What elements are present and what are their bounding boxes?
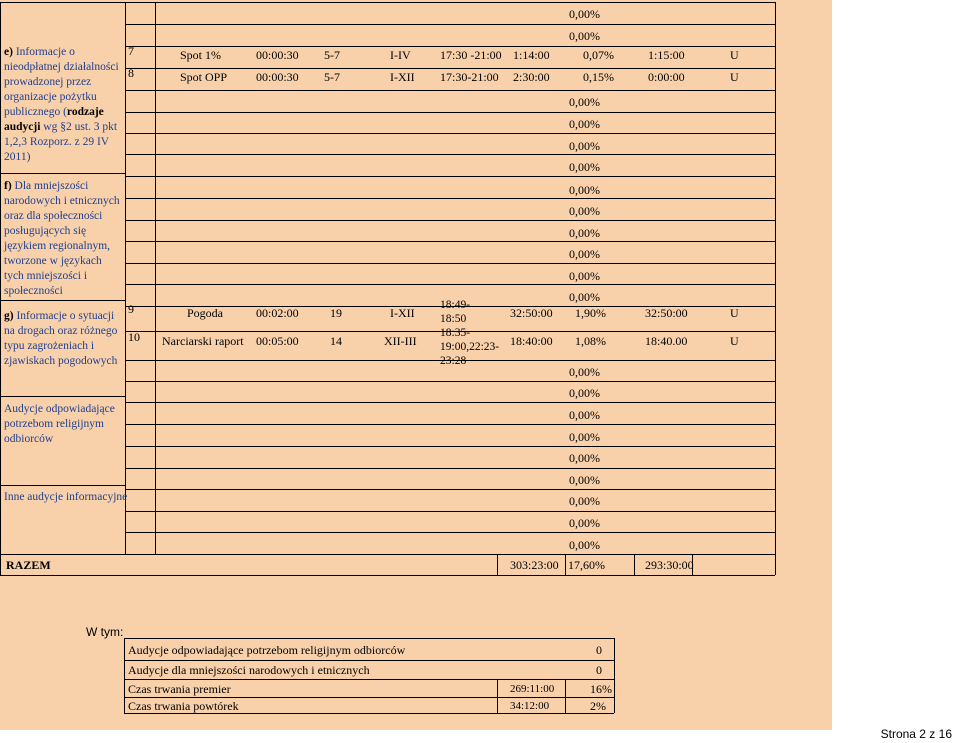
grid-line <box>634 554 635 575</box>
razem-total: 303:23:00 <box>510 558 559 572</box>
razem-premiere: 293:30:00 <box>645 558 694 572</box>
percent-cell: 0,00% <box>569 538 600 552</box>
row-months: XII-III <box>384 334 417 348</box>
percent-cell: 0,00% <box>569 430 600 444</box>
row-pct: 1,90% <box>575 306 606 320</box>
grid-line <box>0 554 1 575</box>
percent-cell: 0,00% <box>569 183 600 197</box>
wtym-row-label: Czas trwania premier <box>128 682 231 696</box>
grid-line <box>125 241 775 242</box>
grid-line <box>0 2 125 3</box>
grid-line <box>125 2 775 3</box>
row-duration: 00:02:00 <box>256 306 299 320</box>
grid-line <box>124 638 125 713</box>
grid-line <box>124 660 614 661</box>
razem-pct: 17,60% <box>568 558 605 572</box>
grid-line <box>125 112 775 113</box>
grid-line <box>125 68 775 69</box>
row-name: Spot OPP <box>180 70 228 84</box>
row-duration: 00:00:30 <box>256 48 299 62</box>
grid-line <box>614 638 615 713</box>
percent-cell: 0,00% <box>569 473 600 487</box>
wtym-row-value: 0 <box>596 643 602 657</box>
row-hours: 17:30 -21:00 <box>440 48 502 62</box>
row-premiere: 1:15:00 <box>648 48 685 62</box>
row-hours: 17:30-21:00 <box>440 70 499 84</box>
grid-line <box>565 679 566 713</box>
row-name: Narciarski raport <box>162 334 244 348</box>
row-presentations: 5-7 <box>324 70 340 84</box>
row-u: U <box>730 306 739 320</box>
row-hours: 18:49-18:50 <box>440 299 471 325</box>
grid-line <box>125 24 775 25</box>
grid-line <box>125 90 775 91</box>
grid-line <box>125 489 775 490</box>
row-number: 10 <box>128 330 140 344</box>
grid-line <box>125 446 775 447</box>
row-pct: 0,15% <box>583 70 614 84</box>
section-f-label: f) Dla mniejszości narodowych i etnicznych oraz dla społeczności posługujących się językiem regionalnym, tworzone w językach tych mniejszości i społeczności <box>4 180 120 297</box>
percent-cell: 0,00% <box>569 117 600 131</box>
grid-line <box>124 697 614 698</box>
percent-cell: 0,00% <box>569 204 600 218</box>
grid-line <box>0 173 125 174</box>
grid-line <box>125 402 775 403</box>
percent-cell: 0,00% <box>569 494 600 508</box>
wtym-row-pct: 2% <box>590 699 606 713</box>
row-u: U <box>730 70 739 84</box>
row-u: U <box>730 334 739 348</box>
row-total: 18:40:00 <box>510 334 553 348</box>
row-number: 7 <box>128 44 134 58</box>
grid-line <box>125 2 126 554</box>
percent-cell: 0,00% <box>569 386 600 400</box>
grid-line <box>125 532 775 533</box>
row-presentations: 5-7 <box>324 48 340 62</box>
percent-cell: 0,00% <box>569 95 600 109</box>
grid-line <box>125 263 775 264</box>
row-presentations: 14 <box>330 334 342 348</box>
grid-line <box>0 300 125 301</box>
grid-line <box>155 2 156 554</box>
wtym-row-value: 269:11:00 <box>510 683 555 695</box>
percent-cell: 0,00% <box>569 7 600 21</box>
row-premiere: 18:40.00 <box>645 334 688 348</box>
row-name: Pogoda <box>187 306 223 320</box>
section-other-label: Inne audycje informacyjne <box>4 491 128 503</box>
grid-line <box>125 133 775 134</box>
grid-line <box>497 679 498 713</box>
row-months: I-IV <box>390 48 411 62</box>
row-name: Spot 1% <box>180 48 222 62</box>
percent-cell: 0,00% <box>569 226 600 240</box>
grid-line <box>0 396 125 397</box>
grid-line <box>775 2 776 554</box>
grid-line <box>125 381 775 382</box>
razem-label: RAZEM <box>6 558 51 572</box>
grid-line <box>497 554 498 575</box>
row-pct: 1,08% <box>575 334 606 348</box>
row-total: 32:50:00 <box>510 306 553 320</box>
percent-cell: 0,00% <box>569 160 600 174</box>
grid-line <box>0 2 1 554</box>
row-hours: 18:35-19:00,22:23-23:28 <box>440 327 500 367</box>
percent-cell: 0,00% <box>569 247 600 261</box>
grid-line <box>124 679 614 680</box>
percent-cell: 0,00% <box>569 451 600 465</box>
grid-line <box>124 638 614 639</box>
percent-cell: 0,00% <box>569 139 600 153</box>
row-number: 8 <box>128 66 134 80</box>
grid-line <box>125 424 775 425</box>
row-u: U <box>730 48 739 62</box>
percent-cell: 0,00% <box>569 269 600 283</box>
wtym-row-pct: 16% <box>590 682 612 696</box>
row-premiere: 32:50:00 <box>645 306 688 320</box>
row-months: I-XII <box>390 306 415 320</box>
row-total: 2:30:00 <box>513 70 550 84</box>
percent-cell: 0,00% <box>569 365 600 379</box>
grid-line <box>125 198 775 199</box>
grid-line <box>0 554 775 555</box>
grid-line <box>125 176 775 177</box>
grid-line <box>565 554 566 575</box>
row-total: 1:14:00 <box>513 48 550 62</box>
percent-cell: 0,00% <box>569 290 600 304</box>
section-religious-label: Audycje odpowiadające potrzebom religijnym odbiorców <box>4 403 115 445</box>
wtym-row-label: Audycje odpowiadające potrzebom religijnym odbiorców <box>128 643 406 657</box>
grid-line <box>125 511 775 512</box>
grid-line <box>0 485 125 486</box>
row-duration: 00:00:30 <box>256 70 299 84</box>
grid-line <box>125 284 775 285</box>
grid-line <box>125 154 775 155</box>
row-months: I-XII <box>390 70 415 84</box>
row-pct: 0,07% <box>583 48 614 62</box>
section-g-label: g) Informacje o sytuacji na drogach oraz różnego typu zagrożeniach i zjawiskach pogodowych <box>4 310 118 367</box>
row-presentations: 19 <box>330 306 342 320</box>
page-footer: Strona 2 z 16 <box>880 727 952 741</box>
row-duration: 00:05:00 <box>256 334 299 348</box>
grid-line <box>125 46 775 47</box>
percent-cell: 0,00% <box>569 408 600 422</box>
wtym-label: W tym: <box>86 625 124 639</box>
wtym-row-value: 0 <box>596 663 602 677</box>
wtym-row-label: Audycje dla mniejszości narodowych i etnicznych <box>128 663 370 677</box>
grid-line <box>125 220 775 221</box>
grid-line <box>0 575 775 576</box>
wtym-row-label: Czas trwania powtórek <box>128 699 239 713</box>
wtym-row-value: 34:12:00 <box>510 700 550 712</box>
row-number: 9 <box>128 302 134 316</box>
section-e-label: e) Informacje o nieodpłatnej działalności prowadzonej przez organizacje pożytku publicznego (rodzaje audycji wg §2 ust. 3 pkt 1,2,3 Rozporz. z 29 IV 2011) <box>4 46 119 163</box>
grid-line <box>125 468 775 469</box>
grid-line <box>775 554 776 575</box>
row-premiere: 0:00:00 <box>648 70 685 84</box>
percent-cell: 0,00% <box>569 29 600 43</box>
grid-line <box>124 713 614 714</box>
percent-cell: 0,00% <box>569 516 600 530</box>
